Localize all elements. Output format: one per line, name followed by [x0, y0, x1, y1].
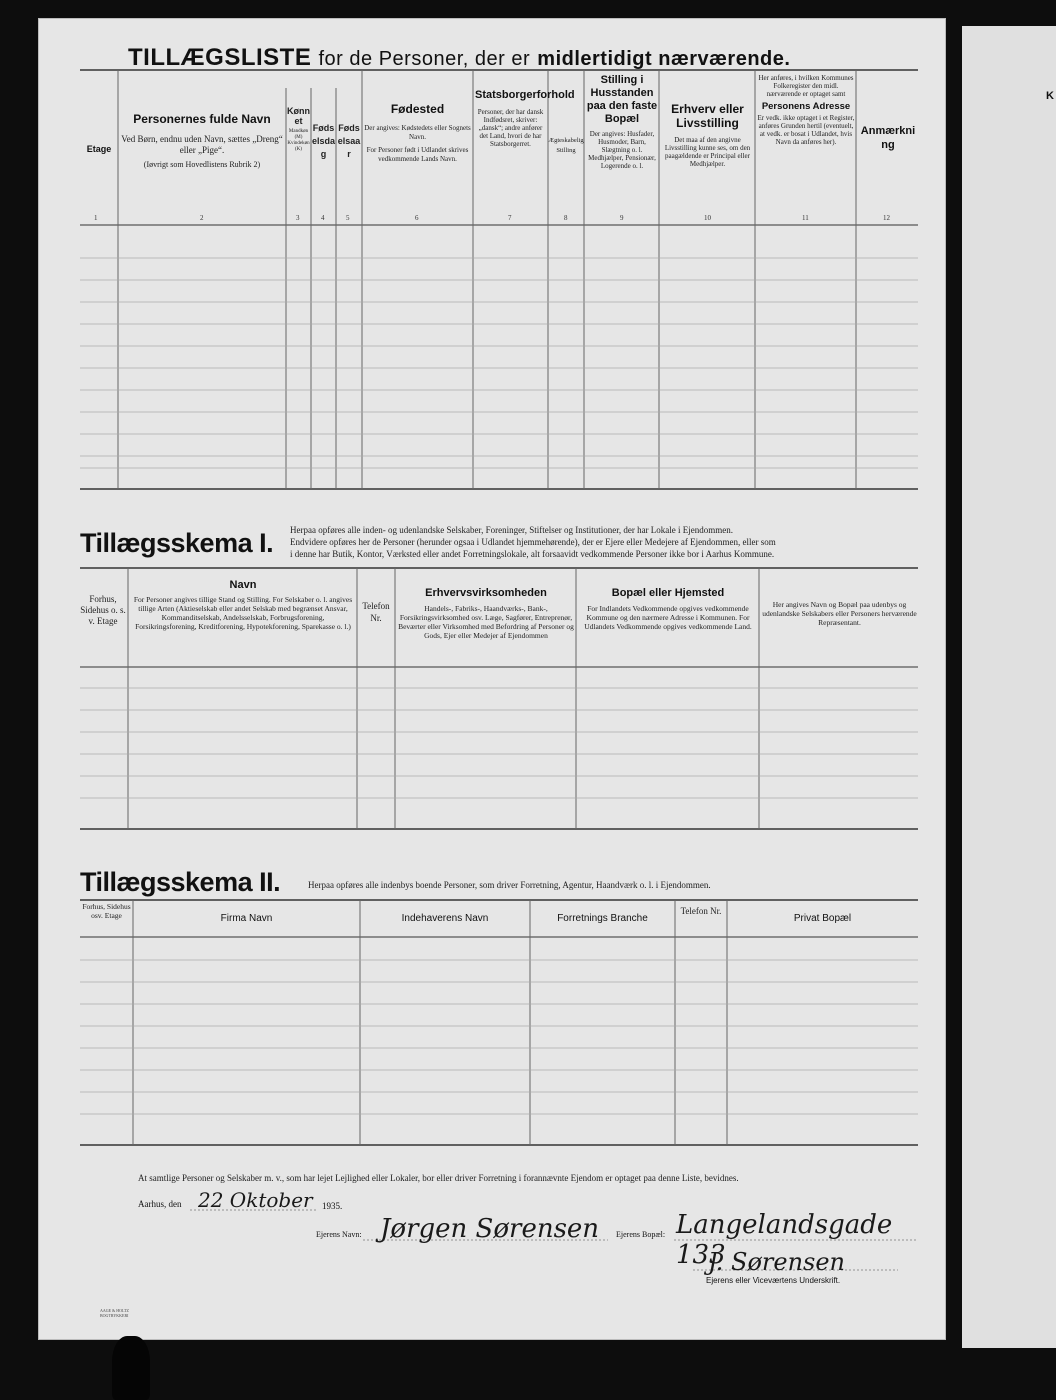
footer-attestation: At samtlige Personer og Selskaber m. v., som har lejet Lejlighed eller Lokaler, bor eller driver Forretning i forannævnte Ejendom er optaget paa denne Liste, bevidnes. — [138, 1173, 739, 1183]
printer-mark: AAGE & HOLTZ BOGTRYKKERI — [100, 1308, 129, 1318]
t1-col-foedested: Fødested Der angives: Kødstedets eller Sognets Navn. For Personer født i Udlandet skrives vedkommende Lands Navn. — [364, 102, 471, 163]
skema1-intro: Herpaa opføres alle inden- og udenlandske Selskaber, Foreninger, Stiftelser og Institutioner, der har Lokale i Ejendommen. Endvidere opføres her de Personer (herunder ogsaa i Udlandet hjemmehørende), der er Ejere eller Medejere af Ejendommen, eller som i denne har Butik, Kontor, Værksted eller andet Forretningslokale, alt forsaavidt vedkommende Personer ikke bor i Aarhus Kommune. — [290, 525, 776, 559]
s2-col-telefon: Telefon Nr. — [680, 906, 722, 916]
colnum-12: 12 — [883, 214, 890, 222]
t1-col-stilling: Stilling i Husstanden paa den faste Bopæl Der angives: Husfader, Husmoder, Barn, Slægtning o. l. Medhjælper, Pensionær, Logerende o. l. — [586, 74, 658, 170]
s2-col-bopael: Privat Bopæl — [793, 913, 852, 924]
t1-col-foedselsdag: Fødselsdag — [311, 123, 335, 159]
t1-col-koennet: Kønnet Mandkøn (M) Kvindekøn (K) — [287, 106, 310, 152]
footer-city-label: Aarhus, den — [138, 1199, 182, 1209]
colnum-7: 7 — [508, 214, 512, 222]
footer-owner-label: Ejerens Navn: — [316, 1230, 362, 1239]
t1-col-erhverv: Erhverv eller Livsstilling Det maa af den angivne Livsstilling kunne ses, om den paagældende er Principal eller Medhjælper. — [664, 102, 751, 168]
colnum-3: 3 — [296, 214, 300, 222]
t1-col-aegteskab: Ægteskabelig Stilling — [548, 137, 584, 154]
form-grid — [38, 18, 946, 1340]
s1-col-etage: Forhus, Sidehus o. s. v. Etage — [80, 594, 126, 626]
t1-col-anmaerkning: Anmærkning — [860, 125, 916, 151]
t1-col-navn: Personernes fulde Navn Ved Børn, endnu uden Navn, sættes „Dreng“ eller „Pige“. (Iøvrigt som Hovedlistens Rubrik 2) — [121, 112, 283, 169]
footer-signature-handwritten: J. Sørensen — [708, 1248, 846, 1276]
t1-col-adresse: Her anføres, i hvilken Kommunes Folkeregister den midl. nærværende er optaget samt Personens Adresse Er vedk. ikke optaget i et Register, anføres Grunden hertil (eventuelt, at vedk. er bosat i Udlandet, hvis Navn da anføres her). — [757, 74, 855, 146]
footer-address-label: Ejerens Bopæl: — [616, 1230, 666, 1239]
footer-signature-label: Ejerens eller Viceværtens Underskrift. — [706, 1276, 841, 1285]
t1-col-statsborger: Statsborgerforhold Personer, der har dansk Indfødsret, skriver: „dansk“; andre anfører det Land, hvori de har Statsborgerret. — [475, 89, 575, 148]
main-title-middle: for de Personer, der er — [318, 48, 531, 70]
colnum-5: 5 — [346, 214, 350, 222]
colnum-2: 2 — [200, 214, 204, 222]
s2-col-etage: Forhus, Sidehus osv. Etage — [82, 902, 131, 920]
colnum-1: 1 — [94, 214, 98, 222]
s1-col-bopael: Bopæl eller Hjemsted For Indlandets Vedkommende opgives vedkommende Kommune og den nærmere Adresse i Kommunen. For Udlandets Vedkommende opgives vedkommende Land. — [584, 587, 752, 631]
s1-col-repraesentant: Her angives Navn og Bopæl paa udenbys og udenlandske Selskabers eller Personers herværende Repræsentant. — [762, 600, 917, 627]
colnum-6: 6 — [415, 214, 419, 222]
skema2-intro: Herpaa opføres alle indenbys boende Personer, som driver Forretning, Agentur, Haandværk o. l. i Ejendommen. — [308, 880, 711, 890]
main-title — [128, 44, 790, 72]
colnum-9: 9 — [620, 214, 624, 222]
s2-col-branche: Forretnings Branche — [557, 913, 648, 924]
binder-clip — [112, 1336, 150, 1400]
colnum-10: 10 — [704, 214, 711, 222]
s1-col-navn: Navn For Personer angives tillige Stand og Stilling. For Selskaber o. l. angives tillige Arten (Aktieselskab eller andet Selskab med begrænset Ansvar, Kommanditselskab, Andelsselskab, Forbrugsforening, Forsikringsforening, Kreditforening, Hypotekforening, Sparekasse o. l.) — [133, 579, 353, 631]
skema2-title: Tillægsskema II. — [80, 867, 281, 897]
s1-col-telefon: Telefon Nr. — [362, 601, 390, 623]
main-title-bold: TILLÆGSLISTE — [128, 44, 312, 71]
footer-address-handwritten: Langelandsgade 133 — [676, 1210, 893, 1270]
t1-col-foedselsaar: Fødselsaar — [337, 123, 361, 159]
form-page — [38, 18, 946, 1340]
s2-col-indehaver: Indehaverens Navn — [401, 913, 489, 924]
adjacent-page — [962, 26, 1056, 1348]
colnum-8: 8 — [564, 214, 568, 222]
colnum-11: 11 — [802, 214, 809, 222]
footer-year: 1935. — [322, 1201, 343, 1211]
footer-owner-handwritten: Jørgen Sørensen — [380, 1214, 600, 1244]
footer-date-handwritten: 22 Oktober — [198, 1188, 313, 1212]
adjacent-page-fragment: K — [1046, 90, 1054, 102]
s2-col-firma: Firma Navn — [220, 913, 273, 924]
colnum-4: 4 — [321, 214, 325, 222]
skema1-title: Tillægsskema I. — [80, 528, 274, 558]
t1-col-etage: Etage — [86, 144, 112, 154]
s1-col-erhverv: Erhvervsvirksomheden Handels-, Fabriks-, Haandværks-, Bank-, Forsikringsvirksomhed osv. Læge, Sagfører, Entreprenør, Beværter eller Virksomhed med Befordring af Personer og Gods, Ejer eller Medejer af Ejendommen — [398, 587, 574, 640]
main-title-end: midlertidigt nærværende. — [537, 48, 791, 70]
